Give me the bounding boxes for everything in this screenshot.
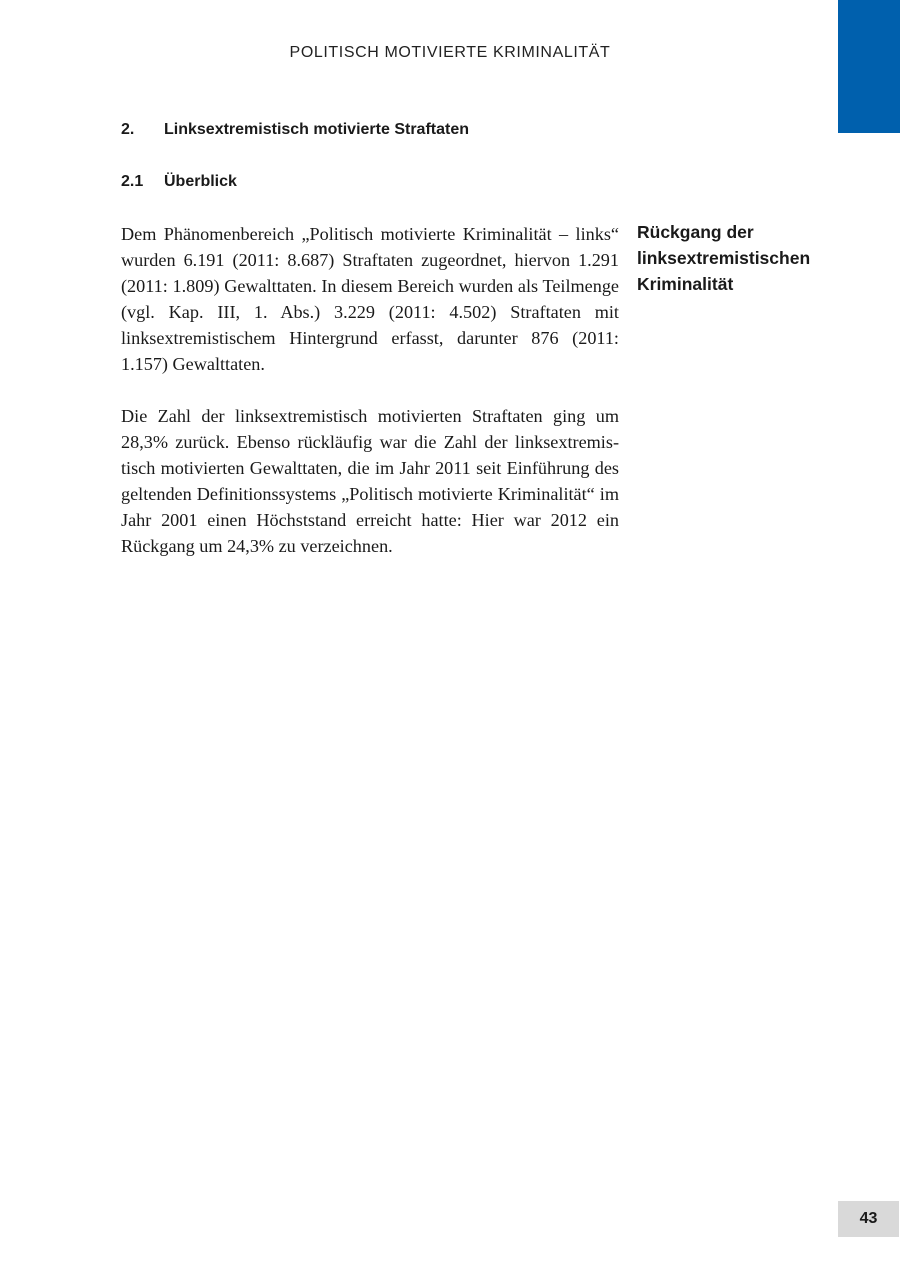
subsection-heading bbox=[121, 173, 237, 191]
section-number: 2. bbox=[121, 121, 135, 138]
margin-note: Rückgang der linksextremistischen Kriminalität bbox=[637, 222, 811, 294]
section-heading bbox=[121, 121, 469, 139]
body-paragraph-1: Dem Phänomenbereich „Politisch motivierte Kriminalität – links“ wurden 6.191 (2011: 8.687) Straftaten zugeordnet, hiervon 1.291 (2011: 1.809) Gewalttaten. In diesem Bereich wurden als Teilmenge (vgl. Kap. III, 1. Abs.) 3.229 (2011: 4.502) Straftaten mit linksextremistischem Hintergrund erfasst, darunter 876 (2011: 1.157) Gewalttaten. bbox=[121, 224, 619, 374]
subsection-number: 2.1 bbox=[121, 173, 144, 190]
running-header: POLITISCH MOTIVIERTE KRIMINALITÄT bbox=[289, 44, 611, 61]
subsection-title: Überblick bbox=[164, 173, 237, 190]
body-paragraph-2: Die Zahl der linksextremistisch motivierten Straftaten ging um 28,3% zurück. Ebenso rückläufig war die Zahl der linksextremistisch motivierten Gewalttaten, die im Jahr 2011 seit Einführung des geltenden Definitionssystems „Politisch motivierte Kriminalität“ im Jahr 2001 einen Höchststand erreicht hatte: Hier war 2012 ein Rückgang um 24,3% zu verzeichnen. bbox=[121, 406, 619, 556]
chapter-tab-marker bbox=[838, 0, 900, 133]
page-number: 43 bbox=[838, 1201, 899, 1237]
section-title: Linksextremistisch motivierte Straftaten bbox=[164, 121, 469, 138]
